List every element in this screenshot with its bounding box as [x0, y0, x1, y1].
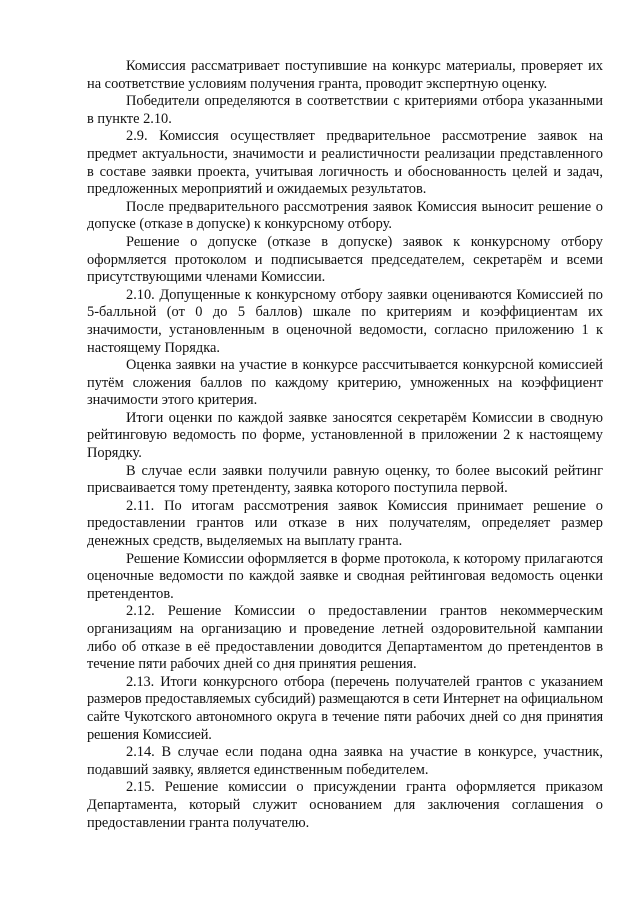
- paragraph-preliminary-decision: После предварительного рассмотрения заявок Комиссия выносит решение о допуске (отказе в допуске) к конкурсному отбору.: [87, 198, 603, 233]
- paragraph-admission-protocol: Решение о допуске (отказе в допуске) заявок к конкурсному отбору оформляется протоколом и подписывается председателем, секретарём и всеми присутствующими членами Комиссии.: [87, 233, 603, 286]
- paragraph-commission-review: Комиссия рассматривает поступившие на конкурс материалы, проверяет их на соответствие условиям получения гранта, проводит экспертную оценку.: [87, 58, 603, 92]
- paragraph-2-11: 2.11. По итогам рассмотрения заявок Комиссия принимает решение о предоставлении грантов или отказе в них получателям, определяет размер денежных средств, выделяемых на выплату гранта.: [87, 497, 603, 550]
- paragraph-rating-sheet: Итоги оценки по каждой заявке заносятся секретарём Комиссии в сводную рейтинговую ведомость по форме, установленной в приложении 2 к настоящему Порядку.: [87, 409, 603, 462]
- document-body: [87, 58, 603, 832]
- paragraph-decision-protocol: Решение Комиссии оформляется в форме протокола, к которому прилагаются оценочные ведомости по каждой заявке и сводная рейтинговая ведомость оценки претендентов.: [87, 550, 603, 602]
- paragraph-2-10: 2.10. Допущенные к конкурсному отбору заявки оцениваются Комиссией по 5-балльной (от 0 до 5 баллов) шкале по критериям и коэффициентам их значимости, установленным в оценочной ведомости, согласно приложению 1 к настоящему Порядка.: [87, 286, 603, 356]
- paragraph-2-9: 2.9. Комиссия осуществляет предварительное рассмотрение заявок на предмет актуальности, значимости и реалистичности реализации представленного в составе заявки проекта, учитывая логичность и обоснованность целей и задач, предложенных мероприятий и ожидаемых результатов.: [87, 128, 603, 198]
- paragraph-2-14: 2.14. В случае если подана одна заявка на участие в конкурсе, участник, подавший заявку, является единственным победителем.: [87, 744, 603, 778]
- paragraph-equal-score: В случае если заявки получили равную оценку, то более высокий рейтинг присваивается тому претенденту, заявка которого поступила первой.: [87, 462, 603, 497]
- paragraph-2-15: 2.15. Решение комиссии о присуждении гранта оформляется приказом Департамента, который служит основанием для заключения соглашения о предоставлении гранта получателю.: [87, 779, 603, 831]
- paragraph-2-13: 2.13. Итоги конкурсного отбора (перечень получателей грантов с указанием размеров предоставляемых субсидий) размещаются в сети Интернет на официальном сайте Чукотского автономного округа в течение пяти рабочих дней со дня принятия решения Комиссией.: [87, 673, 603, 743]
- paragraph-score-calculation: Оценка заявки на участие в конкурсе рассчитывается конкурсной комиссией путём сложения баллов по каждому критерию, умноженных на коэффициент значимости этого критерия.: [87, 357, 603, 409]
- paragraph-2-12: 2.12. Решение Комиссии о предоставлении грантов некоммерческим организациям на организацию и проведение летней оздоровительной кампании либо об отказе в её предоставлении доводится Департаментом до претендентов в течение пяти рабочих дней со дня принятия решения.: [87, 603, 603, 673]
- paragraph-winners: Победители определяются в соответствии с критериями отбора указанными в пункте 2.10.: [87, 93, 603, 127]
